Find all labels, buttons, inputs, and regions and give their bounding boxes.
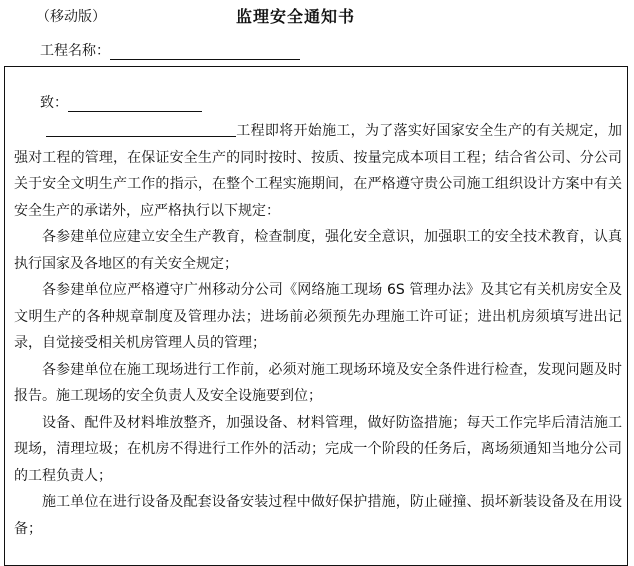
document-title: 监理安全通知书 bbox=[236, 7, 356, 26]
rule-item-1: 各参建单位应建立安全生产教育，检查制度，强化安全意识，加强职工的安全技术教育，认真执行国家及各地区的有关安全规定； bbox=[14, 229, 622, 272]
notice-body bbox=[14, 118, 622, 542]
project-name-label: 工程名称： bbox=[40, 43, 110, 59]
rule-item-5: 施工单位在进行设备及配套设备安装过程中做好保护措施，防止碰撞、损坏新装设备及在用设备； bbox=[14, 494, 622, 537]
intro-paragraph bbox=[14, 118, 622, 224]
project-name-blank[interactable] bbox=[110, 43, 300, 60]
version-label: （移动版） bbox=[36, 9, 106, 25]
rule-item-3: 各参建单位在施工现场进行工作前，必须对施工现场环境及安全条件进行检查，发现问题及时报告。施工现场的安全负责人及安全设施要到位； bbox=[14, 361, 622, 404]
project-name-row bbox=[40, 40, 300, 60]
recipient-blank[interactable] bbox=[68, 95, 202, 112]
rule-item-2: 各参建单位应严格遵守广州移动分公司《网络施工现场 6S 管理办法》及其它有关机房安全及文明生产的各种规章制度及管理办法；进场前必须预先办理施工许可证；进出机房须填写进出记录，自觉接受相关机房管理人员的管理； bbox=[14, 282, 622, 351]
rule-item-4: 设备、配件及材料堆放整齐，加强设备、材料管理，做好防盗措施；每天工作完毕后清洁施工现场，清理垃圾；在机房不得进行工作外的活动；完成一个阶段的任务后，离场须通知当地分公司的工程负责人； bbox=[14, 414, 622, 484]
contractor-blank[interactable] bbox=[46, 121, 236, 137]
intro-text: 工程即将开始施工，为了落实好国家安全生产的有关规定，加强对工程的管理，在保证安全生产的同时按时、按质、按量完成本项目工程；结合省公司、分公司关于安全文明生产工作的指示，在整个工程实施期间，在严格遵守贵公司施工组织设计方案中有关安全生产的承诺外，应严格执行以下规定： bbox=[14, 123, 622, 219]
recipient-row bbox=[40, 92, 202, 112]
recipient-label: 致： bbox=[40, 95, 68, 111]
